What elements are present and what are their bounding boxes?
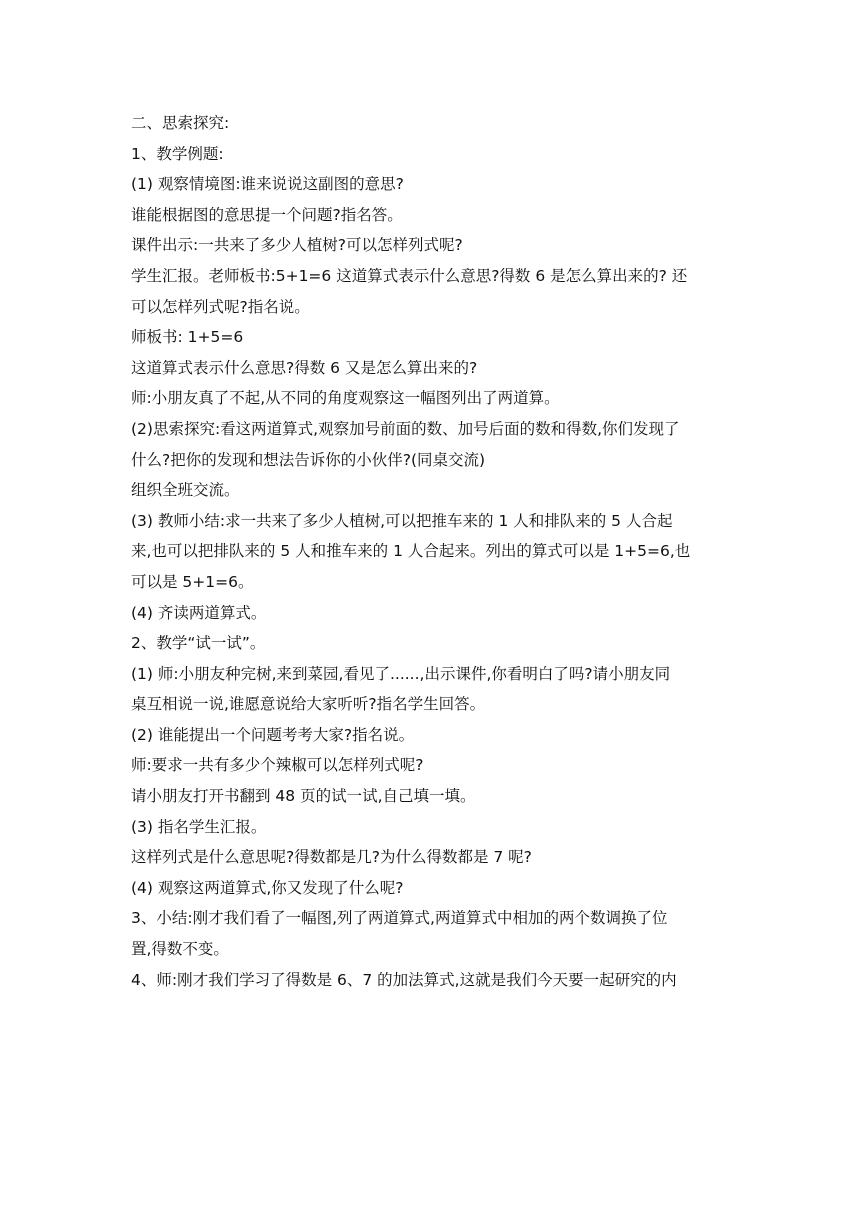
text-line: 师板书: 1+5=6 [131,328,244,347]
text-line: (3) 指名学生汇报。 [131,817,267,836]
text-line: 课件出示:一共来了多少人植树?可以怎样列式呢? [131,236,463,255]
text-line: 学生汇报。老师板书:5+1=6 这道算式表示什么意思?得数 6 是怎么算出来的? 还 [131,266,688,285]
document-body [131,108,731,995]
text-line: 来,也可以把排队来的 5 人和推车来的 1 人合起来。列出的算式可以是 1+5=6,也 [131,542,691,561]
heading-summary: 3、小结:刚才我们看了一幅图,列了两道算式,两道算式中相加的两个数调换了位 [131,909,668,928]
text-line: (1) 师:小朋友种完树,来到菜园,看见了......,出示课件,你看明白了吗?请小朋友同 [131,664,671,683]
heading-section-2: 二、思索探究: [131,114,230,132]
heading-try: 2、教学“试一试”。 [131,634,266,653]
text-line: 师:小朋友真了不起,从不同的角度观察这一幅图列出了两道算。 [131,389,560,408]
text-line: 什么?把你的发现和想法告诉你的小伙伴?(同桌交流) [131,450,486,469]
heading-example: 1、教学例题: [131,144,224,163]
text-line: 谁能根据图的意思提一个问题?指名答。 [131,205,403,224]
text-line: 组织全班交流。 [131,481,240,500]
text-line: 请小朋友打开书翻到 48 页的试一试,自己填一填。 [131,787,476,806]
text-line: 置,得数不变。 [131,940,229,959]
text-line: 师:要求一共有多少个辣椒可以怎样列式呢? [131,756,424,775]
text-line: 可以是 5+1=6。 [131,572,254,591]
text-line: (4) 观察这两道算式,你又发现了什么呢? [131,878,404,897]
text-line: 4、师:刚才我们学习了得数是 6、7 的加法算式,这就是我们今天要一起研究的内 [131,970,677,989]
text-line: (4) 齐读两道算式。 [131,603,267,622]
text-line: (3) 教师小结:求一共来了多少人植树,可以把推车来的 1 人和排队来的 5 人合起 [131,511,673,530]
text-line: (1) 观察情境图:谁来说说这副图的意思? [131,175,404,194]
text-line: (2)思索探究:看这两道算式,观察加号前面的数、加号后面的数和得数,你们发现了 [131,419,680,438]
text-line: 可以怎样列式呢?指名说。 [131,297,310,316]
text-line: 这样列式是什么意思呢?得数都是几?为什么得数都是 7 呢? [131,848,532,867]
text-line: 桌互相说一说,谁愿意说给大家听听?指名学生回答。 [131,695,486,714]
text-line: (2) 谁能提出一个问题考考大家?指名说。 [131,725,415,744]
text-line: 这道算式表示什么意思?得数 6 又是怎么算出来的? [131,358,478,377]
